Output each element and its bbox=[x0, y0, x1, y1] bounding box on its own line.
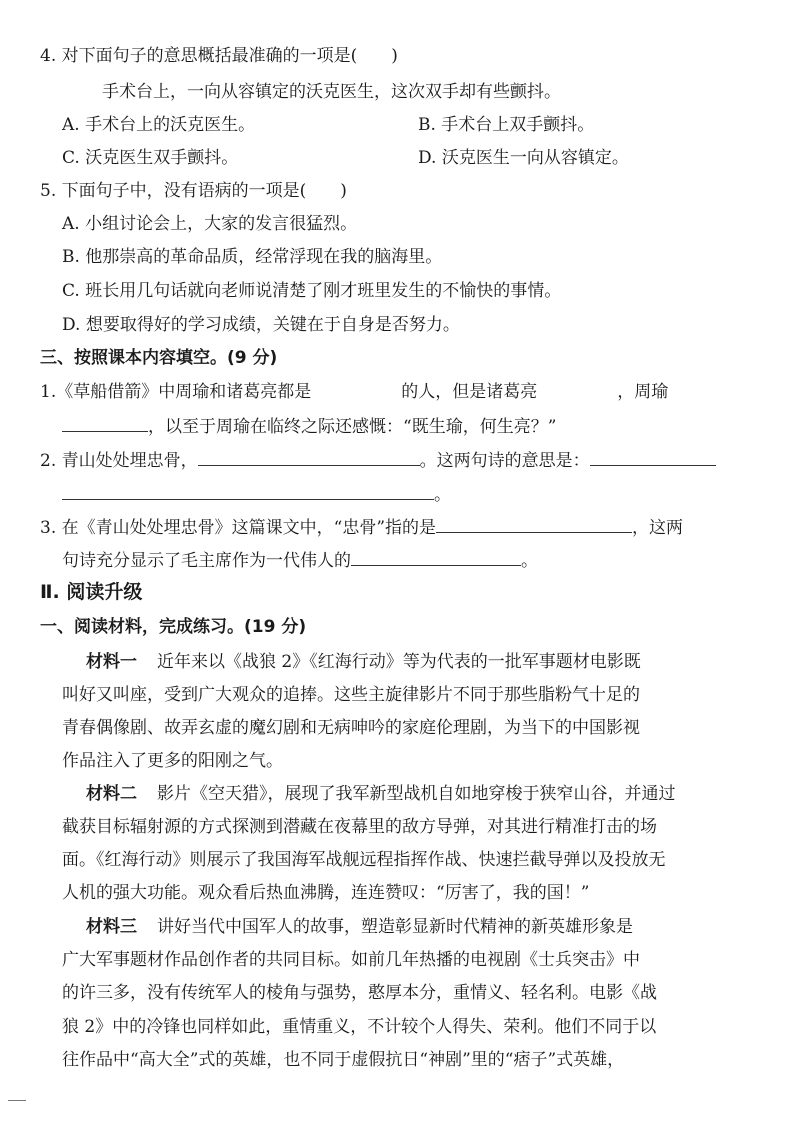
material3-line1 bbox=[86, 915, 633, 939]
q1-text-2: 的人，但是诸葛亮 bbox=[401, 382, 538, 402]
section3-q3-line2 bbox=[62, 547, 538, 573]
section3-q1-line1 bbox=[40, 380, 668, 404]
q2-meaning-blank-1[interactable] bbox=[590, 447, 716, 466]
q4-stem: 4. 对下面句子的意思概括最准确的一项是( ) bbox=[40, 46, 398, 66]
part2-heading: Ⅱ. 阅读升级 bbox=[40, 581, 143, 603]
q2-poem-blank[interactable] bbox=[198, 447, 420, 466]
q4-option-a: A. 手术台上的沃克医生。 bbox=[62, 115, 256, 135]
section3-q1-line2 bbox=[62, 413, 556, 439]
material1-line1 bbox=[86, 650, 641, 674]
q5-stem: 5. 下面句子中，没有语病的一项是( ) bbox=[40, 181, 347, 201]
q5-option-a: A. 小组讨论会上，大家的发言很猛烈。 bbox=[62, 214, 358, 234]
material1-line3: 青春偶像剧、故弄玄虚的魔幻剧和无病呻吟的家庭伦理剧，为当下的中国影视 bbox=[62, 718, 640, 738]
q2-text-2: 。这两句诗的意思是： bbox=[419, 451, 590, 471]
q4-option-c: C. 沃克医生双手颤抖。 bbox=[62, 148, 239, 168]
q5-option-c: C. 班长用几句话就向老师说清楚了刚才班里发生的不愉快的事情。 bbox=[62, 281, 562, 301]
material2-line4: 人机的强大功能。观众看后热血沸腾，连连赞叹：“厉害了，我的国！” bbox=[62, 883, 590, 903]
material2-line2: 截获目标辐射源的方式探测到潜藏在夜幕里的敌方导弹，对其进行精准打击的场 bbox=[62, 817, 657, 837]
material3-label: 材料三 bbox=[86, 917, 137, 937]
section3-q2-line2 bbox=[62, 481, 451, 507]
material2-text-1: 影片《空天猎》，展现了我军新型战机自如地穿梭于狭窄山谷，并通过 bbox=[157, 784, 676, 804]
q3-end: 。 bbox=[521, 551, 538, 571]
q4-option-d: D. 沃克医生一向从容镇定。 bbox=[418, 148, 629, 168]
q4-sentence: 手术台上，一向从容镇定的沃克医生，这次双手却有些颤抖。 bbox=[102, 82, 561, 102]
material3-line5: 往作品中“高大全”式的英雄，也不同于虚假抗日“神剧”里的“痞子”式英雄， bbox=[62, 1050, 625, 1070]
q5-option-d: D. 想要取得好的学习成绩，关键在于自身是否努力。 bbox=[62, 315, 460, 335]
section3-q2-line1 bbox=[40, 447, 716, 473]
material1-text-1: 近年来以《战狼 2》《红海行动》等为代表的一批军事题材电影既 bbox=[157, 652, 641, 672]
material1-line4: 作品注入了更多的阳刚之气。 bbox=[62, 751, 283, 771]
q1-text-1: 1.《草船借箭》中周瑜和诸葛亮都是 bbox=[40, 382, 312, 402]
q2-text-1: 2. 青山处处埋忠骨， bbox=[40, 451, 198, 471]
q2-end: 。 bbox=[434, 485, 451, 505]
q1-text-3: ，周瑜 bbox=[617, 382, 669, 402]
q3-text-3: 句诗充分显示了毛主席作为一代伟人的 bbox=[62, 551, 351, 571]
q2-meaning-blank-2[interactable] bbox=[62, 481, 434, 500]
material3-text-1: 讲好当代中国军人的故事，塑造彰显新时代精神的新英雄形象是 bbox=[157, 917, 633, 937]
section3-heading: 三、按照课本内容填空。(9 分) bbox=[40, 348, 278, 368]
material1-line2: 叫好又叫座，受到广大观众的追捧。这些主旋律影片不同于那些脂粉气十足的 bbox=[62, 685, 640, 705]
material3-line3: 的许三多，没有传统军人的棱角与强势，憨厚本分，重情义、轻名利。电影《战 bbox=[62, 983, 657, 1003]
material2-line3: 面。《红海行动》则展示了我国海军战舰远程指挥作战、快速拦截导弹以及投放无 bbox=[62, 850, 666, 870]
q1-text-4: ，以至于周瑜在临终之际还感慨：“既生瑜，何生亮？” bbox=[148, 417, 557, 437]
q4-option-b: B. 手术台上双手颤抖。 bbox=[418, 115, 595, 135]
material2-label: 材料二 bbox=[86, 784, 137, 804]
q3-text-2: ，这两 bbox=[632, 518, 684, 538]
material1-label: 材料一 bbox=[86, 652, 137, 672]
q5-option-b: B. 他那崇高的革命品质，经常浮现在我的脑海里。 bbox=[62, 247, 443, 267]
reading-section-heading: 一、阅读材料，完成练习。(19 分) bbox=[40, 617, 307, 637]
q3-text-1: 3. 在《青山处处埋忠骨》这篇课文中，“忠骨”指的是 bbox=[40, 518, 437, 538]
q3-blank-1[interactable] bbox=[436, 514, 632, 533]
q1-answer-blank[interactable] bbox=[62, 413, 148, 432]
section3-q3-line1 bbox=[40, 514, 683, 540]
page-edge-mark bbox=[8, 1100, 26, 1101]
q3-blank-2[interactable] bbox=[351, 547, 521, 566]
material3-line2: 广大军事题材作品创作者的共同目标。如前几年热播的电视剧《士兵突击》中 bbox=[62, 950, 640, 970]
material3-line4: 狼 2》中的冷锋也同样如此，重情重义，不计较个人得失、荣利。他们不同于以 bbox=[62, 1017, 657, 1037]
material2-line1 bbox=[86, 782, 676, 806]
